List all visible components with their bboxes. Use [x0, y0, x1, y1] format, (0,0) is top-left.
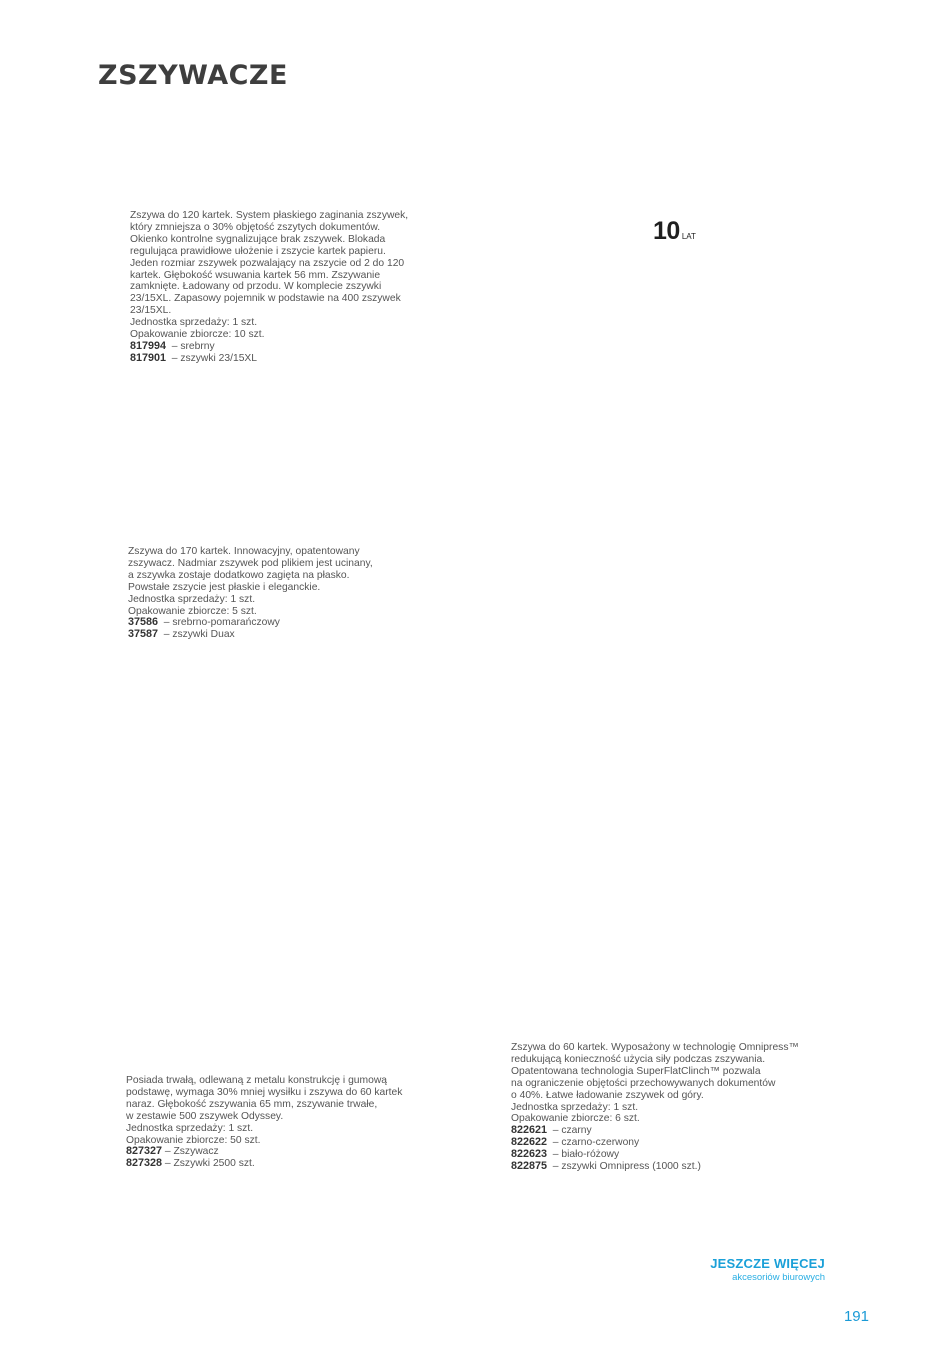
description-line: o 40%. Łatwe ładowanie zszywek od góry. — [511, 1089, 704, 1101]
description-line: Zszywa do 120 kartek. System płaskiego zaginania zszywek, — [130, 210, 409, 221]
product-description-omnipress — [511, 1042, 799, 1173]
product-code-description: – zszywki Omnipress (1000 szt.) — [547, 1161, 701, 1173]
warranty-years: 10 — [653, 217, 680, 245]
product-code-row — [128, 617, 373, 629]
product-code: 822621 — [511, 1124, 548, 1137]
product-code-row — [130, 341, 408, 353]
description-line: Jednostka sprzedaży: 1 szt. — [130, 317, 258, 329]
description-line: Opatentowana technologia SuperFlatClinch™ pozwala — [511, 1065, 761, 1077]
description-line: Jednostka sprzedaży: 1 szt. — [128, 593, 256, 605]
warranty-badge — [653, 217, 696, 246]
product-code-description: – czarno-czerwony — [547, 1137, 640, 1149]
product-code-description: – biało-różowy — [547, 1149, 620, 1161]
description-line: Zszywa do 170 kartek. Innowacyjny, opatentowany — [128, 546, 360, 557]
description-line: Okienko kontrolne sygnalizujące brak zszywek. Blokada — [130, 233, 386, 245]
description-line: redukującą konieczność użycia siły podczas zszywania. — [511, 1053, 766, 1065]
product-code: 827328 — [126, 1157, 163, 1170]
description-line: zszywacz. Nadmiar zszywek pod plikiem jest ucinany, — [128, 557, 373, 569]
product-code: 827327 — [126, 1145, 163, 1158]
description-line: 23/15XL. — [130, 305, 172, 317]
description-line: Opakowanie zbiorcze: 10 szt. — [130, 329, 265, 341]
product-code-description: – czarny — [547, 1125, 592, 1137]
description-line: Opakowanie zbiorcze: 6 szt. — [511, 1113, 640, 1125]
product-code: 822622 — [511, 1136, 548, 1149]
product-code-description: – zszywki Duax — [158, 629, 235, 641]
product-code-row — [511, 1125, 799, 1137]
warranty-unit: LAT — [681, 232, 696, 241]
description-line: Jeden rozmiar zszywek pozwalający na zszycie od 2 do 120 — [130, 257, 405, 269]
promo-headline: JESZCZE WIĘCEJ — [710, 1256, 825, 1271]
product-code-row — [511, 1161, 799, 1173]
product-code-description: – Zszywacz — [162, 1146, 219, 1158]
product-code: 817901 — [130, 351, 167, 364]
description-line: na ograniczenie objętości przechowywanych dokumentów — [511, 1077, 776, 1089]
description-line: zamknięte. Ładowany od przodu. W komplecie zszywki — [130, 281, 382, 293]
description-line: podstawę, wymaga 30% mniej wysiłku i zszywa do 60 kartek — [126, 1086, 403, 1098]
product-description-120 — [130, 210, 408, 365]
description-line: a zszywka zostaje dodatkowo zagięta na płasko. — [128, 569, 350, 581]
product-code: 822875 — [511, 1160, 548, 1173]
page-title: ZSZYWACZE — [98, 60, 288, 91]
description-line: regulująca prawidłowe ułożenie i zszycie kartek papieru. — [130, 245, 386, 257]
product-code: 37587 — [128, 628, 159, 641]
description-line: który zmniejsza o 30% objętość zszytych dokumentów. — [130, 221, 381, 233]
description-line: Jednostka sprzedaży: 1 szt. — [511, 1101, 639, 1113]
product-code-description: – Zszywki 2500 szt. — [162, 1158, 255, 1170]
product-code-description: – zszywki 23/15XL — [166, 352, 258, 364]
description-line: Opakowanie zbiorcze: 50 szt. — [126, 1134, 261, 1146]
product-code: 37586 — [128, 616, 159, 629]
description-line: 23/15XL. Zapasowy pojemnik w podstawie na 400 zszywek — [130, 293, 401, 305]
product-code-row — [130, 353, 408, 365]
product-code-row — [511, 1137, 799, 1149]
page-number: 191 — [843, 1308, 869, 1325]
product-code-description: – srebrno-pomarańczowy — [158, 617, 280, 629]
description-line: kartek. Głębokość wsuwania kartek 56 mm. Zszywanie — [130, 269, 381, 281]
description-line: Powstałe zszycie jest płaskie i eleganckie. — [128, 581, 321, 593]
product-code: 822623 — [511, 1148, 548, 1161]
description-line: Posiada trwałą, odlewaną z metalu konstrukcję i gumową — [126, 1075, 387, 1086]
description-line: naraz. Głębokość zszywania 65 mm, zszywanie trwałe, — [126, 1098, 378, 1110]
description-line: Opakowanie zbiorcze: 5 szt. — [128, 605, 257, 617]
description-line: Zszywa do 60 kartek. Wyposażony w technologię Omnipress™ — [511, 1042, 799, 1053]
product-code-row — [511, 1149, 799, 1161]
product-code-row — [128, 629, 373, 641]
promo-more-accessories[interactable] — [710, 1256, 825, 1283]
promo-subline: akcesoriów biurowych — [732, 1272, 825, 1283]
product-code-row — [126, 1146, 402, 1158]
product-description-170 — [128, 546, 373, 641]
product-code-row — [126, 1158, 402, 1170]
product-code: 817994 — [130, 339, 167, 352]
product-description-odyssey — [126, 1075, 402, 1170]
description-line: w zestawie 500 zszywek Odyssey. — [126, 1110, 284, 1122]
description-line: Jednostka sprzedaży: 1 szt. — [126, 1122, 254, 1134]
product-code-description: – srebrny — [166, 340, 215, 352]
